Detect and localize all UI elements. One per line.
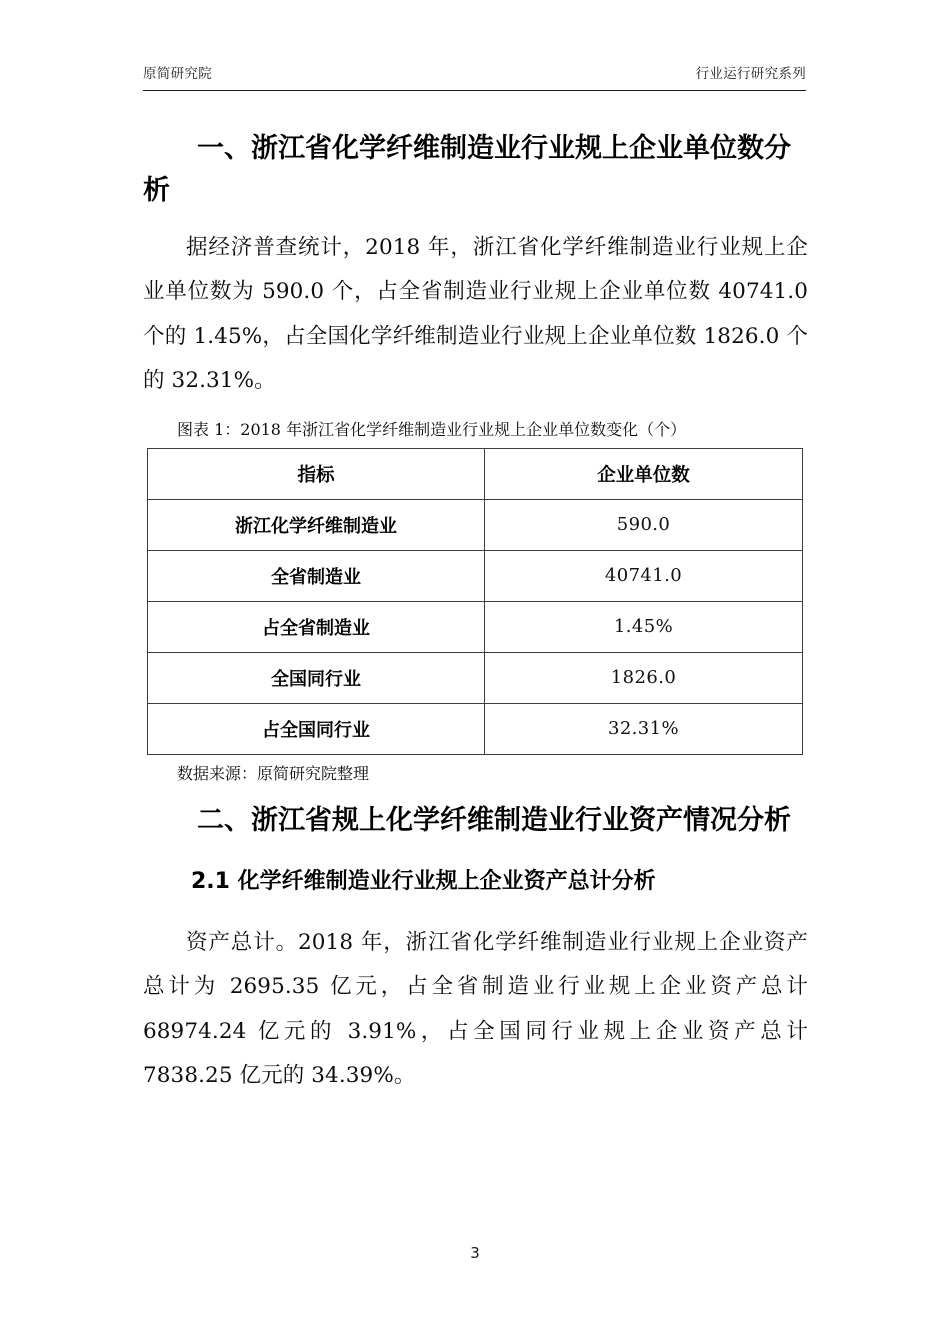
spacer bbox=[143, 786, 808, 800]
header-rule bbox=[143, 90, 806, 91]
spacer bbox=[143, 899, 808, 921]
table-row bbox=[148, 550, 803, 601]
header-right-label: 行业运行研究系列 bbox=[695, 66, 806, 82]
spacer bbox=[143, 842, 808, 864]
page-number: 3 bbox=[470, 1244, 480, 1262]
document-content bbox=[143, 128, 808, 1099]
row-label: 浙江化学纤维制造业 bbox=[148, 499, 485, 550]
section-heading-2: 二、浙江省规上化学纤维制造业行业资产情况分析 bbox=[197, 804, 791, 836]
row-value: 1.45% bbox=[485, 601, 803, 652]
table-row bbox=[148, 652, 803, 703]
spacer bbox=[143, 404, 808, 418]
table-row bbox=[148, 703, 803, 754]
table-header-row bbox=[148, 448, 803, 499]
row-value: 40741.0 bbox=[485, 550, 803, 601]
running-header bbox=[143, 66, 806, 82]
spacer bbox=[143, 212, 808, 226]
section-heading-1: 一、浙江省化学纤维制造业行业规上企业单位数分析 bbox=[143, 133, 791, 206]
row-label: 占全省制造业 bbox=[148, 601, 485, 652]
column-header-indicator: 指标 bbox=[148, 448, 485, 499]
paragraph-2: 资产总计。2018 年，浙江省化学纤维制造业行业规上企业资产总计为 2695.35 亿元，占全省制造业行业规上企业资产总计 68974.24 亿元的 3.91%，占全国同行业规上企业资产总计 7838.25 亿元的 34.39%。 bbox=[143, 929, 808, 1089]
header-left-label: 原简研究院 bbox=[143, 66, 212, 82]
row-label: 全省制造业 bbox=[148, 550, 485, 601]
figure-source-note: 数据来源：原简研究院整理 bbox=[177, 763, 370, 783]
row-value: 590.0 bbox=[485, 499, 803, 550]
enterprise-unit-count-table bbox=[147, 448, 803, 755]
figure-caption: 图表 1：2018 年浙江省化学纤维制造业行业规上企业单位数变化（个） bbox=[177, 419, 687, 439]
sub-heading-2-1: 2.1 化学纤维制造业行业规上企业资产总计分析 bbox=[191, 868, 656, 894]
paragraph-1: 据经济普查统计，2018 年，浙江省化学纤维制造业行业规上企业单位数为 590.0 个，占全省制造业行业规上企业单位数 40741.0 个的 1.45%，占全国化学纤维制造业行业规上企业单位数 1826.0 个的 32.31%。 bbox=[143, 234, 808, 394]
table-row bbox=[148, 601, 803, 652]
column-header-value: 企业单位数 bbox=[485, 448, 803, 499]
row-label: 全国同行业 bbox=[148, 652, 485, 703]
figure-1 bbox=[143, 418, 808, 786]
row-label: 占全国同行业 bbox=[148, 703, 485, 754]
table-row bbox=[148, 499, 803, 550]
row-value: 32.31% bbox=[485, 703, 803, 754]
row-value: 1826.0 bbox=[485, 652, 803, 703]
